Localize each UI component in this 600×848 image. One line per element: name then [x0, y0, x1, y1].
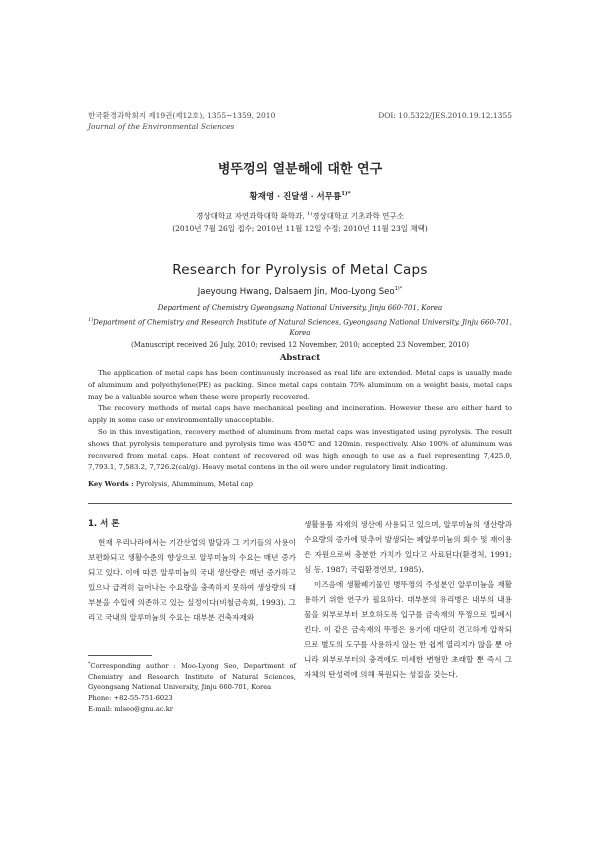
- affiliation-korean-dept: 경상대학교 자연과학대학 화학과,: [196, 211, 305, 221]
- affiliation-korean: [0, 208, 600, 235]
- body-paragraph: 현재 우리나라에서는 기간산업의 발달과 그 기기들의 사용이 보편화되고 생활수준의 향상으로 알루미늄의 수요는 매년 증가되고 있다. 이에 따른 알루미늄의 국내 생산량은 매년 증가하고 있으나 급격히 늘어나는 수요량을 충족하지 못하여 생상량의 대부분을 수입에 의존하고 있는 실정이다(비철금속회, 1993). 그리고 국내의 알루미늄의 수요는 대부분 건축자재와: [88, 538, 296, 622]
- authors-english-mark: 1)*: [394, 286, 403, 292]
- corresponding-author-text: Corresponding author : Moo-Lyong Seo, Department of Chemistry and Research Institute of Natural Sciences, Gyeongsang National University, Jinju 660-701, Korea: [88, 662, 296, 692]
- journal-citation-ko: 한국환경과학회지 제19권(제12호), 1355~1359, 2010: [88, 111, 276, 120]
- affiliation-english-line1: Department of Chemistry Gyeongsang National University, Jinju 660-701, Korea: [157, 304, 443, 312]
- title-english: Research for Pyrolysis of Metal Caps: [172, 262, 428, 278]
- title-korean: 병뚜껑의 열분해에 대한 연구: [217, 162, 383, 177]
- footnote-divider: [88, 655, 152, 656]
- affiliation-korean-line1: [0, 208, 600, 223]
- received-dates-korean: (2010년 7월 26일 접수; 2010년 11월 12일 수정; 2010년 11월 23일 채택): [172, 223, 428, 233]
- affiliation-english-mark: 1): [88, 317, 94, 323]
- affiliation-english-institute: Department of Chemistry and Research Institute of Natural Sciences, Gyeongsang National University, Jinju 660-701, Korea: [93, 317, 512, 338]
- journal-citation: [88, 110, 275, 132]
- affiliation-english: [80, 303, 520, 351]
- keywords: [88, 480, 512, 488]
- authors-korean-names: 황재영 · 진달샘 · 서무룡: [249, 192, 342, 202]
- corresponding-author: [88, 660, 296, 693]
- abstract-paragraph: The application of metal caps has been continuously increased as real life are extended. Metal caps is usually made of aluminum and polyethylene(PE) as packing. Since metal caps contain 75% aluminum on a weight basis, metal caps may be a valuable source when these were properly recovered.: [88, 369, 512, 401]
- keywords-label: Key Words :: [88, 480, 134, 488]
- received-dates-english: (Manuscript received 26 July, 2010; revised 12 November, 2010; accepted 23 November, 2010): [131, 340, 469, 349]
- affiliation-english-line2: [80, 315, 520, 340]
- body-paragraph: 생활용품 자재의 생산에 사용되고 있으며, 알루미늄의 생산량과 수요량의 증가에 맞추어 발생되는 폐알루미늄의 회수 및 재이용은 자원으로써 충분한 가치가 있다고 사료된다(환경처, 1991; 심 등, 1987; 국립환경연보, 1985).: [304, 520, 512, 574]
- affiliation-korean-mark: 1): [307, 211, 313, 217]
- section-divider: [88, 503, 512, 504]
- authors-korean: [0, 190, 600, 202]
- abstract-paragraph: So in this investigation, recovery method of aluminum from metal caps was investigated using pyrolysis. The result shows that pyrolysis temperature and pyrolysis time was 450℃ and 120min. respectively. Also 100% of aluminum was recovered from metal caps. Heat content of recovered oil was high enough to use as a fuel representing 7,425.0, 7,793.1, 7,583.2, 7,726.2(cal/g). Heavy metal contens in the oil were under regulatory limit indicating.: [88, 427, 512, 472]
- abstract-paragraph: The recovery methods of metal caps have mechanical peeling and incineration. However these are either hard to apply in some case or environmentally unacceptable.: [88, 404, 512, 425]
- authors-english-names: Jaeyoung Hwang, Dalsaem Jin, Moo-Lyong Seo: [197, 286, 395, 297]
- abstract-body: [88, 368, 512, 474]
- affiliation-korean-institute: 경상대학교 기초과학 연구소: [312, 211, 404, 221]
- body-paragraph: 이즈음에 생활폐기물인 병뚜껑의 주성분인 알루미늄을 재활용하기 위한 연구가 필요하다. 대부분의 유리병은 내부의 내용물을 외부로부터 보호하도록 입구를 금속재의 뚜껑으로 밀폐시킨다. 이 같은 금속재의 뚜껑은 용기에 대단히 견고하게 압착되므로 별도의 도구를 사용하지 않는 한 쉽게 열리지가 않을 뿐 아니라 외부로부터의 충격에도 미세한 변형만 초래할 뿐 즉시 그 자체의 탄성력에 의해 복원되는 성질을 갖는다.: [304, 580, 512, 679]
- corresponding-author-footnote: [88, 660, 296, 714]
- body-column-right: [304, 517, 512, 682]
- keywords-value: Pyrolysis, Alumminum, Metal cap: [135, 480, 254, 488]
- footnote-mark: *: [88, 662, 91, 667]
- doi: DOI: 10.5322/JES.2010.19.12.1355: [378, 111, 512, 120]
- section-heading-introduction: 1. 서 론: [88, 519, 120, 529]
- journal-name-en: Journal of the Environmental Sciences: [88, 122, 235, 131]
- body-column-left: [88, 517, 296, 625]
- abstract-heading: Abstract: [279, 353, 321, 363]
- author-phone: Phone: +82-55-751-6023: [88, 694, 173, 703]
- authors-korean-mark: 1)*: [341, 191, 351, 198]
- authors-english: [0, 286, 600, 297]
- author-email: E-mail: mlseo@gnu.ac.kr: [88, 704, 173, 713]
